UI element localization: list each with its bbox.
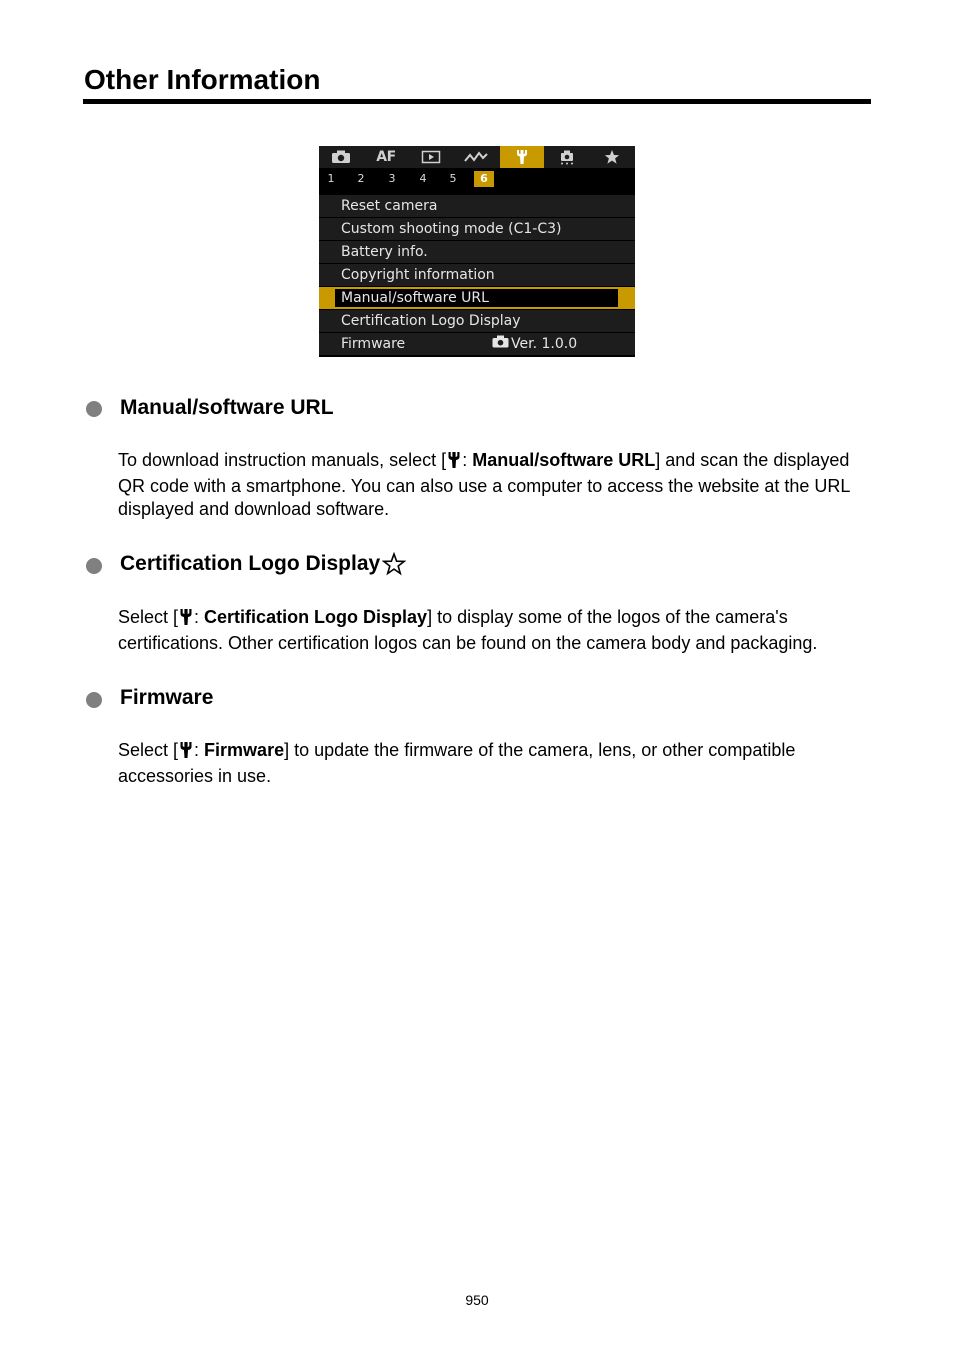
tab-af [364,146,408,168]
bullet-icon [86,401,102,417]
page-number-5: 5 [449,172,457,185]
title-divider [83,99,871,104]
wrench-icon [515,149,529,165]
tab-my-menu [590,146,634,168]
page-number-4: 4 [419,172,427,185]
section-heading-firmware: Firmware [120,686,214,709]
tab-setup [500,146,544,168]
page-number-2: 2 [357,172,365,185]
heading-text: Certification Logo Display [120,552,381,575]
tab-playback [409,146,453,168]
text-run-bold: Firmware [204,740,285,760]
text-run: ] to update the firmware of the camera, lens, or other compatible accessories in use. [118,740,796,786]
page-title: Other Information [84,64,321,95]
menu-item-label: Reset camera [341,198,438,214]
menu-item-copyright-information [319,264,635,286]
text-run: : [194,607,205,627]
text-run-bold: Certification Logo Display [204,607,428,627]
text-run-bold: Manual/software URL [472,450,656,470]
camera-icon [331,150,351,164]
menu-item-label: Firmware [341,336,406,352]
custom-functions-icon [558,149,576,165]
wireless-icon [464,150,488,164]
star-outline-icon [382,552,406,583]
tab-custom-functions [545,146,589,168]
text-run: Select [ [118,740,179,760]
firmware-version [492,333,577,355]
camera-menu-page-numbers [319,168,635,190]
section-text-certification-logo-display [118,606,878,655]
menu-item-label: Manual/software URL [341,290,489,306]
text-run: ] to display some of the logos of the camera's certifications. Other certification logos can be found on the camera body and packaging. [118,607,818,653]
firmware-version-value: Ver. 1.0.0 [511,336,578,352]
menu-item-manual-software-url [319,287,635,309]
menu-item-label: Certification Logo Display [341,313,521,329]
text-run: : [462,450,473,470]
text-run: : [194,740,205,760]
menu-item-reset-camera [319,195,635,217]
menu-item-battery-info [319,241,635,263]
camera-menu-screenshot [319,146,635,357]
tab-shooting [319,146,363,168]
text-run: To download instruction manuals, select [ [118,450,447,470]
page-number-3: 3 [388,172,396,185]
menu-item-custom-shooting-mode [319,218,635,240]
section-heading-manual-software-url: Manual/software URL [120,396,334,419]
playback-icon [421,150,441,164]
text-run: Select [ [118,607,179,627]
menu-item-label: Custom shooting mode (C1-C3) [341,221,562,237]
menu-item-label: Battery info. [341,244,428,260]
menu-item-certification-logo-display [319,310,635,332]
tab-af-label: AF [376,149,396,165]
wrench-icon [179,741,193,765]
tab-wireless [454,146,498,168]
camera-menu-tab-bar [319,146,635,168]
star-icon [604,149,620,165]
section-text-firmware [118,739,878,788]
menu-item-label: Copyright information [341,267,495,283]
section-text-manual-software-url [118,449,878,521]
section-heading-certification-logo-display [120,551,406,583]
page-number-1: 1 [327,172,335,185]
bullet-icon [86,558,102,574]
menu-item-firmware [319,333,635,355]
text-run: ] and scan the displayed QR code with a smartphone. You can also use a computer to access the website at the URL displayed and download software. [118,450,850,519]
page-number: 950 [465,1292,489,1308]
page-number-6-active: 6 [474,171,494,187]
wrench-icon [179,608,193,632]
bullet-icon [86,692,102,708]
camera-icon [492,333,511,355]
camera-menu-items [319,195,635,356]
wrench-icon [447,451,461,475]
